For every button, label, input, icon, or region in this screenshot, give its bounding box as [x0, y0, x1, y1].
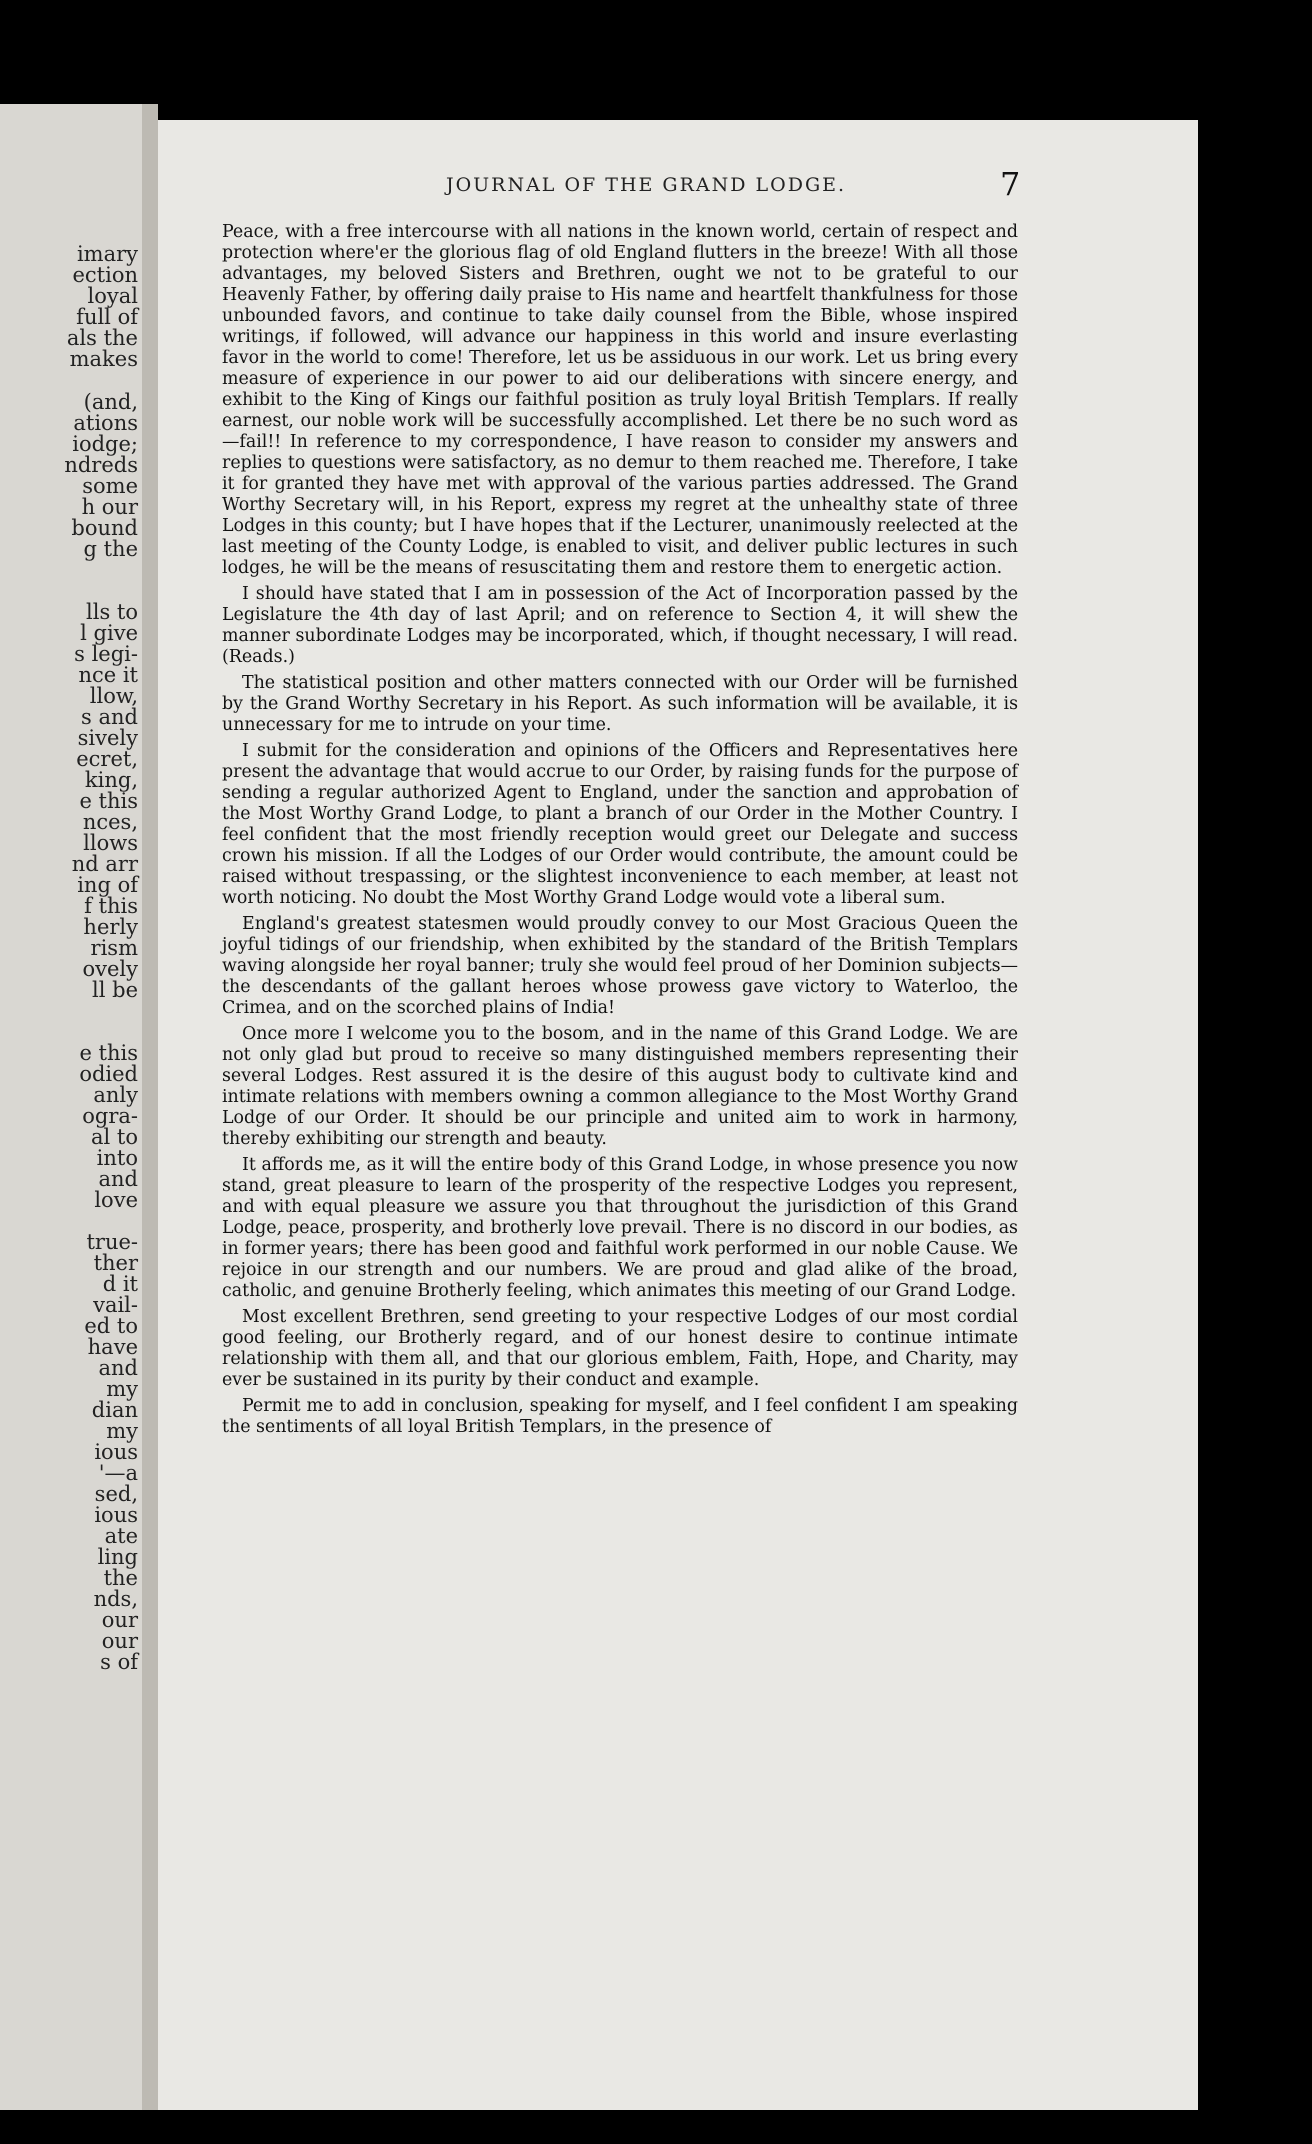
- left-page-line: ate: [104, 1524, 138, 1548]
- left-page-line: lls to: [86, 600, 138, 624]
- left-page-line: ogra-: [82, 1104, 138, 1128]
- left-page-line: my: [106, 1377, 138, 1401]
- book-gutter: [142, 104, 158, 2110]
- left-page-line: ection: [72, 263, 138, 287]
- left-page-line: ious: [94, 1440, 138, 1464]
- left-page-line: h our: [81, 495, 138, 519]
- left-page-line: king,: [84, 768, 138, 792]
- left-page-line: herly: [83, 915, 138, 939]
- left-page-line: love: [94, 1188, 138, 1212]
- left-page-line: l give: [80, 621, 138, 645]
- left-page-line: ations: [73, 411, 138, 435]
- left-page-line: ndreds: [64, 453, 138, 477]
- left-page-line: anly: [93, 1083, 138, 1107]
- left-page-line: als the: [66, 326, 138, 350]
- left-page-line: and: [98, 1356, 138, 1380]
- left-page-line: our: [101, 1629, 138, 1653]
- paragraph: Once more I welcome you to the bosom, and in the name of this Grand Lodge. We are not only glad but proud to receive so many distinguished members representing their several Lodges. Rest assured it is the desire of this august body to cultivate kind and intimate relations with members owning a common allegiance to the Most Worthy Grand Lodge of our Order. It should be our principle and united aim to work in harmony, thereby exhibiting our strength and beauty.: [222, 1024, 1018, 1149]
- left-page-line: our: [101, 1608, 138, 1632]
- page-number: 7: [1000, 165, 1021, 203]
- left-page-line: and: [98, 1167, 138, 1191]
- left-page-line: ed to: [84, 1314, 138, 1338]
- left-page-line: ll be: [92, 978, 138, 1002]
- paragraph: Most excellent Brethren, send greeting to your respective Lodges of our most cordial good feeling, our Brotherly regard, and of our honest desire to continue intimate relationship with them all, and that our glorious emblem, Faith, Hope, and Charity, may ever be sustained in its purity by their conduct and example.: [222, 1307, 1018, 1390]
- left-page-line: odied: [79, 1062, 138, 1086]
- left-page-line: loyal: [87, 284, 138, 308]
- left-page-line: rism: [90, 936, 138, 960]
- left-page-line: sively: [77, 726, 138, 750]
- left-page-line: some: [82, 474, 138, 498]
- left-page-line: g the: [83, 537, 138, 561]
- left-page-line: ling: [97, 1545, 138, 1569]
- left-page-line: dian: [91, 1398, 138, 1422]
- left-page-line: e this: [79, 1041, 138, 1065]
- left-page-line: llow,: [89, 684, 138, 708]
- paragraph: Permit me to add in conclusion, speaking for myself, and I feel confident I am speaking the sentiments of all loyal British Templars, in the presence of: [222, 1396, 1018, 1437]
- left-page-line: d it: [102, 1272, 138, 1296]
- left-page-line: ther: [93, 1251, 138, 1275]
- left-page-line: iodge;: [72, 432, 138, 456]
- left-page-line: nds,: [93, 1587, 138, 1611]
- left-page-line: my: [106, 1419, 138, 1443]
- left-page-line: full of: [76, 305, 138, 329]
- left-page-line: nces,: [82, 810, 138, 834]
- paragraph: I submit for the consideration and opinions of the Officers and Representatives here present the advantage that would accrue to our Order, by raising funds for the purpose of sending a regular authorized Agent to England, under the sanction and approbation of the Most Worthy Grand Lodge, to plant a branch of our Order in the Mother Country. I feel confident that the most friendly reception would greet our Delegate and success crown his mission. If all the Lodges of our Order would contribute, the amount could be raised without trespassing, or the slightest inconvenience to each member, at least not worth noticing. No doubt the Most Worthy Grand Lodge would vote a liberal sum.: [222, 741, 1018, 908]
- left-page-line: al to: [91, 1125, 138, 1149]
- left-page-line: ious: [94, 1503, 138, 1527]
- left-page-line: ing of: [77, 873, 138, 897]
- left-page-line: s and: [81, 705, 138, 729]
- left-page-line: ecret,: [76, 747, 138, 771]
- left-page-line: true-: [86, 1230, 138, 1254]
- left-page-line: bound: [71, 516, 138, 540]
- left-page-line: nd arr: [71, 852, 138, 876]
- left-page-line: vail-: [93, 1293, 138, 1317]
- paragraph: It affords me, as it will the entire body of this Grand Lodge, in whose presence you now stand, great pleasure to learn of the prosperity of the respective Lodges you represent, and with equal pleasure we assure you that throughout the jurisdiction of this Grand Lodge, peace, prosperity, and brotherly love prevail. There is no discord in our bodies, as in former years; there has been good and faithful work performed in our noble Cause. We rejoice in our strength and our numbers. We are proud and glad alike of the broad, catholic, and genuine Brotherly feeling, which animates this meeting of our Grand Lodge.: [222, 1155, 1018, 1301]
- left-page-line: imary: [76, 242, 138, 266]
- left-page-line: f this: [84, 894, 138, 918]
- paragraph: The statistical position and other matters connected with our Order will be furnished by the Grand Worthy Secretary in his Report. As such information will be available, it is unnecessary for me to intrude on your time.: [222, 673, 1018, 735]
- left-page-line: s of: [100, 1650, 138, 1674]
- left-page-line: (and,: [83, 390, 138, 414]
- left-page-line: '—a: [98, 1461, 138, 1485]
- left-page-line: into: [96, 1146, 138, 1170]
- left-page-line: s legi-: [74, 642, 138, 666]
- paragraph: I should have stated that I am in possession of the Act of Incorporation passed by the Legislature the 4th day of last April; and on reference to Section 4, it will shew the manner subordinate Lodges may be incorporated, which, if thought necessary, I will read. (Reads.): [222, 584, 1018, 667]
- left-page-line: e this: [79, 789, 138, 813]
- left-page-line: the: [103, 1566, 138, 1590]
- paragraph: England's greatest statesmen would proudly convey to our Most Gracious Queen the joyful tidings of our friendship, when exhibited by the standard of the British Templars waving alongside her royal banner; truly she would feel proud of her Dominion subjects—the descendants of the gallant heroes whose prowess gave victory to Waterloo, the Crimea, and on the scorched plains of India!: [222, 914, 1018, 1018]
- left-page-line: nce it: [78, 663, 138, 687]
- left-page-fragment: [0, 104, 142, 2110]
- left-page-line: have: [87, 1335, 138, 1359]
- left-page-line: sed,: [94, 1482, 138, 1506]
- running-header: JOURNAL OF THE GRAND LODGE.: [445, 174, 847, 196]
- left-page-line: llows: [83, 831, 138, 855]
- paragraph: Peace, with a free intercourse with all nations in the known world, certain of respect and protection where'er the glorious flag of old England flutters in the breeze! With all those advantages, my beloved Sisters and Brethren, ought we not to be grateful to our Heavenly Father, by offering daily praise to His name and heartfelt thankfulness for those unbounded favors, and continue to take daily counsel from the Bible, whose inspired writings, if followed, will advance our happiness in this world and insure everlasting favor in the world to come! Therefore, let us be assiduous in our work. Let us bring every measure of experience in our power to aid our deliberations with sincere energy, and exhibit to the King of Kings our faithful position as truly loyal British Templars. If really earnest, our noble work will be successfully accomplished. Let there be no such word as—fail!! In reference to my correspondence, I have reason to consider my answers and replies to questions were satisfactory, as no demur to them reached me. Therefore, I take it for granted they have met with approval of the various parties addressed. The Grand Worthy Secretary will, in his Report, express my regret at the unhealthy state of three Lodges in this county; but I have hopes that if the Lecturer, unanimously reelected at the last meeting of the County Lodge, is enabled to visit, and deliver public lectures in such lodges, he will be the means of resuscitating them and restore them to energetic action.: [222, 222, 1018, 578]
- left-page-line: ovely: [82, 957, 138, 981]
- body-text: [222, 222, 1018, 1443]
- left-page-line: makes: [69, 347, 138, 371]
